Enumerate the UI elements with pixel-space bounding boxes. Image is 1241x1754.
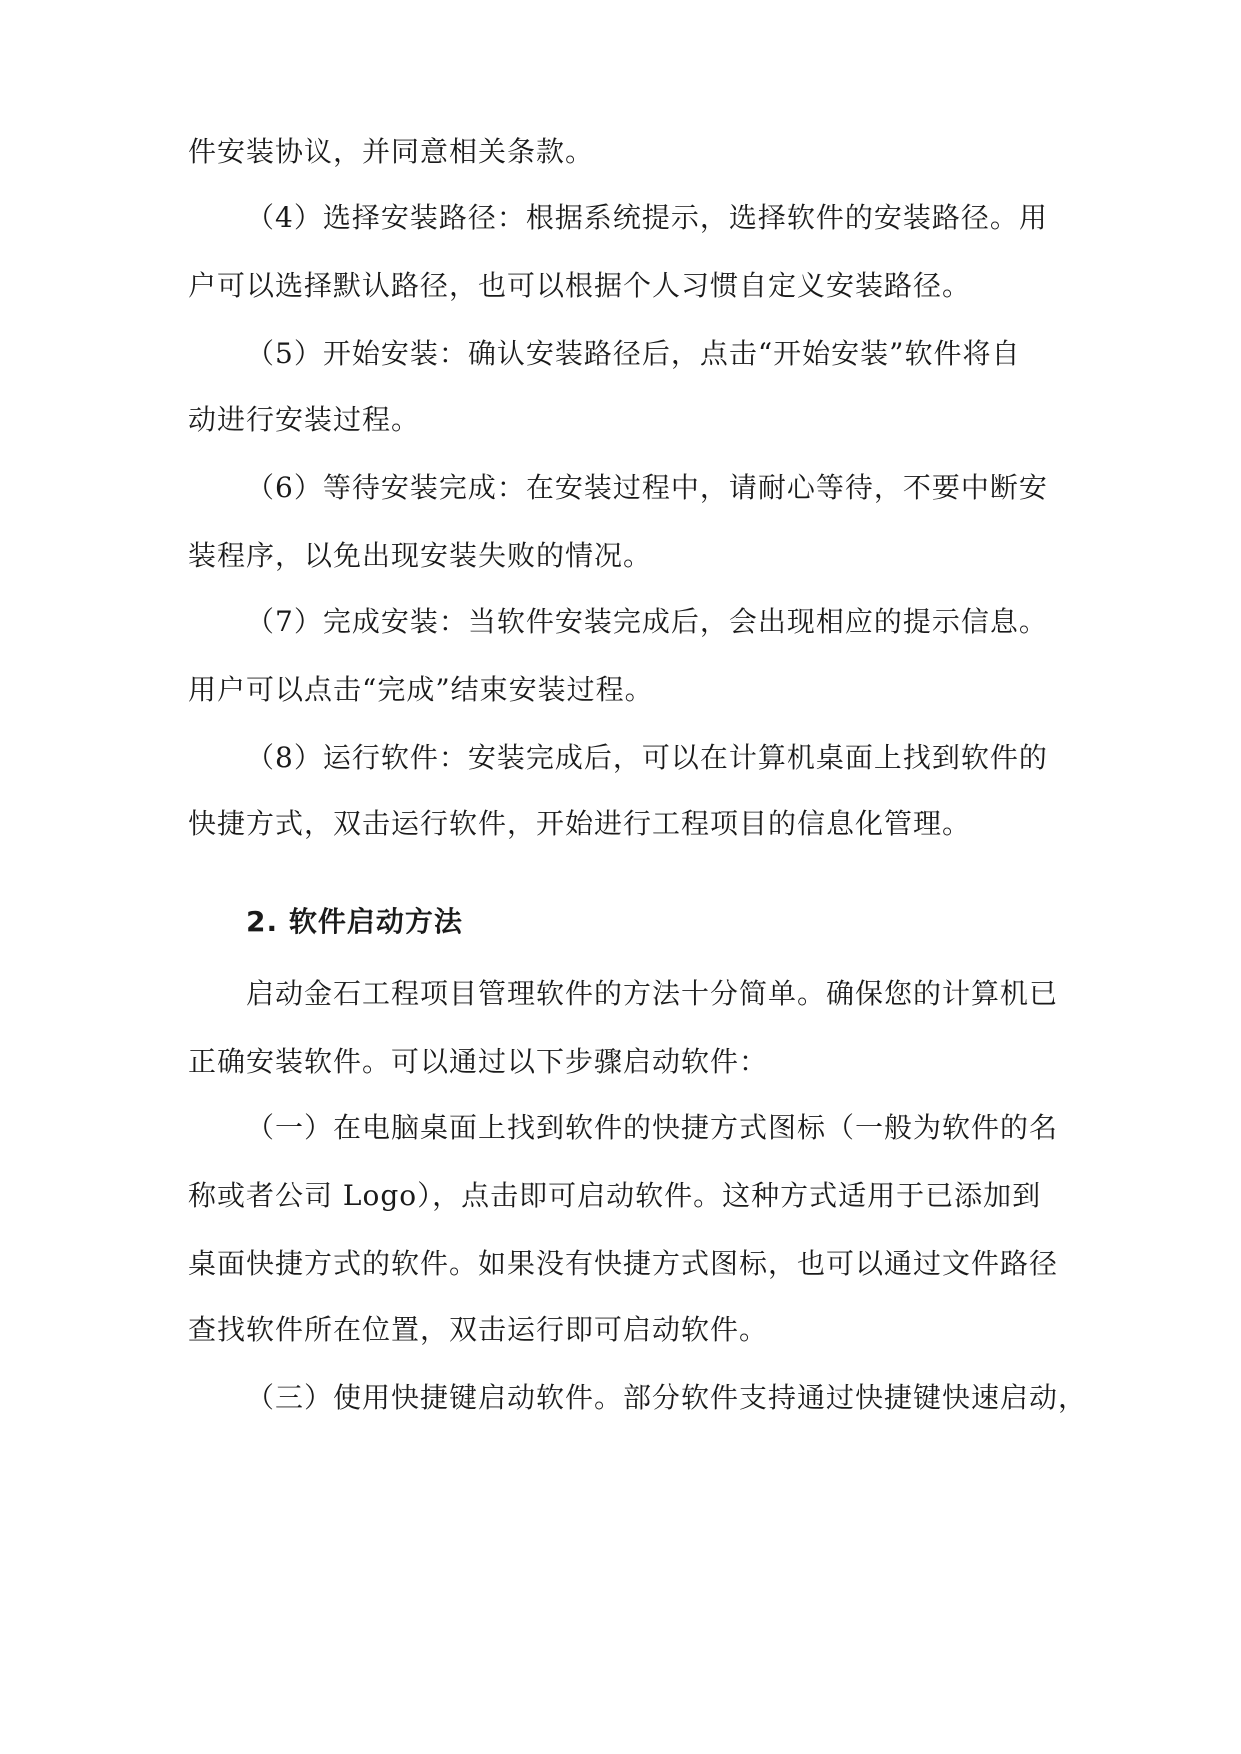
intro-line-2: 正确安装软件。可以通过以下步骤启动软件： [188, 1045, 769, 1078]
method-1-line-3: 桌面快捷方式的软件。如果没有快捷方式图标，也可以通过文件路径 [188, 1247, 1059, 1280]
paragraph-continuation-line-1: 件安装协议，并同意相关条款。 [188, 135, 595, 168]
step-5-line-2: 动进行安装过程。 [188, 403, 421, 436]
step-4-line-1: （4）选择安装路径：根据系统提示，选择软件的安装路径。用 [246, 201, 1048, 234]
intro-line-1: 启动金石工程项目管理软件的方法十分简单。确保您的计算机已 [246, 977, 1059, 1010]
step-7-line-1: （7）完成安装：当软件安装完成后，会出现相应的提示信息。 [246, 605, 1048, 638]
method-1-line-4: 查找软件所在位置，双击运行即可启动软件。 [188, 1313, 769, 1346]
section-heading: 2. 软件启动方法 [246, 905, 463, 938]
step-8-line-2: 快捷方式，双击运行软件，开始进行工程项目的信息化管理。 [188, 807, 972, 840]
step-5-line-1: （5）开始安装：确认安装路径后，点击“开始安装”软件将自 [246, 337, 1021, 370]
method-1-line-1: （一）在电脑桌面上找到软件的快捷方式图标（一般为软件的名 [246, 1111, 1059, 1144]
method-1-line-2: 称或者公司 Logo），点击即可启动软件。这种方式适用于已添加到 [188, 1179, 1042, 1212]
step-7-line-2: 用户可以点击“完成”结束安装过程。 [188, 673, 654, 706]
step-6-line-1: （6）等待安装完成：在安装过程中，请耐心等待，不要中断安 [246, 471, 1048, 504]
step-4-line-2: 户可以选择默认路径，也可以根据个人习惯自定义安装路径。 [188, 269, 972, 302]
step-8-line-1: （8）运行软件：安装完成后，可以在计算机桌面上找到软件的 [246, 741, 1048, 774]
step-6-line-2: 装程序，以免出现安装失败的情况。 [188, 539, 653, 572]
method-3-line-1: （三）使用快捷键启动软件。部分软件支持通过快捷键快速启动， [246, 1381, 1088, 1414]
